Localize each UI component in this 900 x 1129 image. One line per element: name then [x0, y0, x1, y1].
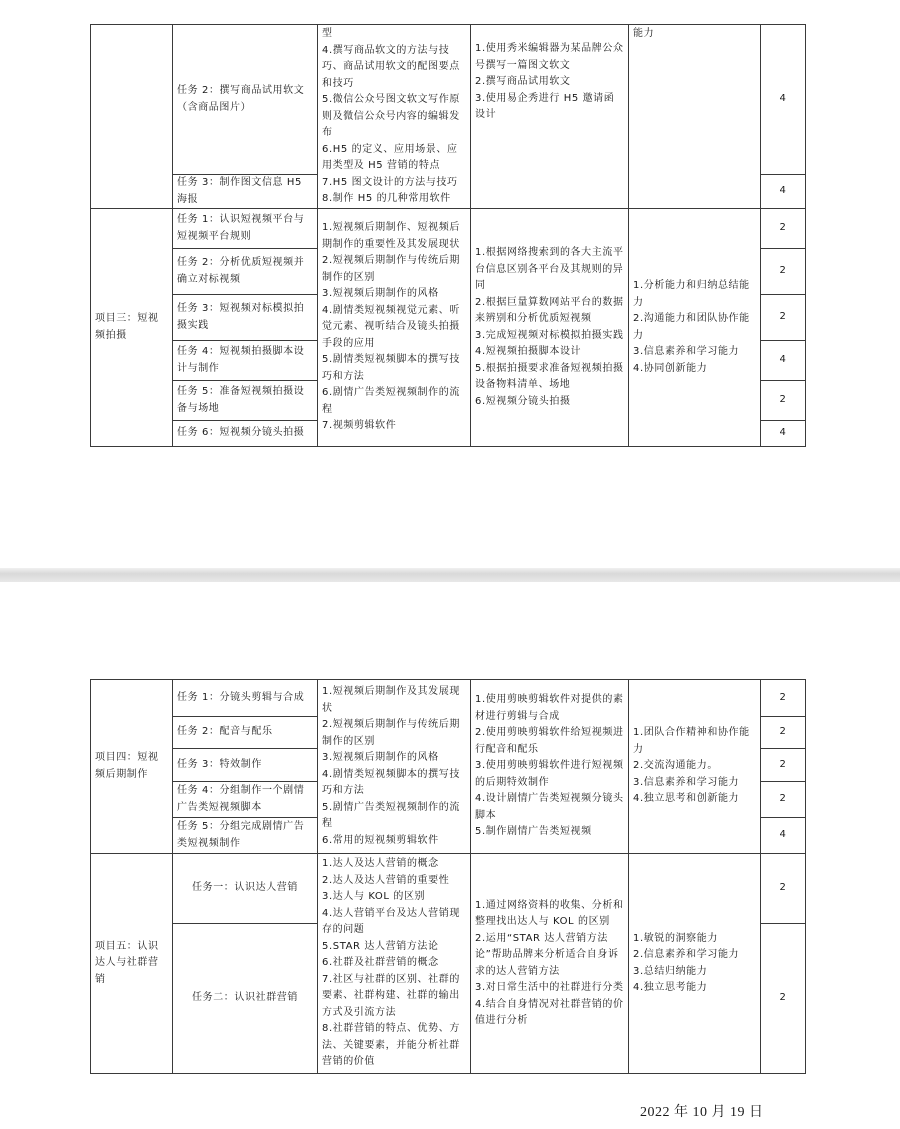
skills-cell — [471, 680, 629, 854]
skill-item: 6.短视频分镜头拍摄 — [475, 395, 571, 407]
task-cell: 任务 2：撰写商品试用软文（含商品图片） — [173, 25, 318, 175]
ability-cell — [629, 25, 761, 209]
knowledge-item: 3.达人与 KOL 的区别 — [322, 891, 426, 903]
task-cell: 任务 1：认识短视频平台与短视频平台规则 — [173, 209, 318, 249]
hours-cell: 2 — [761, 209, 806, 249]
project-cell: 项目五：认识达人与社群营销 — [91, 854, 173, 1074]
table-row — [91, 680, 806, 717]
skill-item: 2.撰写商品试用软文 — [475, 76, 571, 87]
ability-item: 4.协同创新能力 — [633, 362, 708, 374]
ability-item: 1.分析能力和归纳总结能力 — [633, 280, 750, 308]
task-cell: 任务二：认识社群营销 — [173, 924, 318, 1074]
knowledge-cell — [318, 25, 471, 209]
hours-cell: 2 — [761, 249, 806, 295]
skill-item: 1.使用秀米编辑器为某品牌公众号撰写一篇图文软文 — [475, 43, 624, 71]
task-cell: 任务 3：制作图文信息 H5 海报 — [173, 175, 318, 209]
skill-item: 2.根据巨量算数网站平台的数据来辨别和分析优质短视频 — [475, 296, 624, 324]
ability-item: 2.交流沟通能力。 — [633, 760, 718, 772]
hours-cell: 4 — [761, 175, 806, 209]
knowledge-item: 5.剧情类短视频脚本的撰写技巧和方法 — [322, 354, 460, 382]
document-page-2 — [0, 582, 900, 1129]
ability-item: 2.信息素养和学习能力 — [633, 949, 740, 960]
knowledge-item: 5.STAR 达人营销方法论 — [322, 940, 439, 952]
knowledge-item: 7.H5 图文设计的方法与技巧 — [322, 176, 458, 188]
project-cell: 项目四：短视频后期制作 — [91, 680, 173, 854]
hours-cell: 2 — [761, 782, 806, 818]
knowledge-item: 5.微信公众号图文软文写作原则及微信公众号内容的编辑发布 — [322, 94, 460, 138]
table-row — [91, 209, 806, 249]
ability-item: 能力 — [633, 28, 655, 39]
skill-item: 1.使用剪映剪辑软件对提供的素材进行剪辑与合成 — [475, 694, 624, 722]
task-cell: 任务 4：短视频拍摄脚本设计与制作 — [173, 341, 318, 381]
knowledge-item: 2.达人及达人营销的重要性 — [322, 874, 450, 886]
hours-cell: 2 — [761, 749, 806, 782]
ability-cell — [629, 209, 761, 447]
knowledge-item: 3.短视频后期制作的风格 — [322, 752, 439, 763]
skill-item: 3.对日常生活中的社群进行分类 — [475, 982, 624, 993]
task-cell: 任务 3：短视频对标模拟拍摄实践 — [173, 295, 318, 341]
knowledge-item: 4.剧情类短视频视觉元素、听觉元素、视听结合及镜头拍摄手段的应用 — [322, 304, 460, 349]
table-row — [91, 854, 806, 924]
knowledge-item: 7.社区与社群的区别、社群的要素、社群构建、社群的输出方式及引流方法 — [322, 973, 460, 1018]
task-cell: 任务 4：分组制作一个剧情广告类短视频脚本 — [173, 782, 318, 818]
knowledge-item: 1.短视频后期制作、短视频后期制作的重要性及其发展现状 — [322, 222, 460, 250]
ability-item: 1.敏锐的洞察能力 — [633, 932, 718, 944]
skill-item: 2.使用剪映剪辑软件给短视频进行配音和配乐 — [475, 727, 624, 755]
knowledge-item: 3.短视频后期制作的风格 — [322, 288, 439, 300]
skill-item: 2.运用“STAR 达人营销方法论”帮助品牌来分析适合自身诉求的达人营销方法 — [475, 932, 619, 977]
task-cell: 任务 3：特效制作 — [173, 749, 318, 782]
course-table-page-2 — [90, 679, 806, 1074]
task-cell: 任务 2：配音与配乐 — [173, 717, 318, 749]
knowledge-item: 6.剧情广告类短视频制作的流程 — [322, 387, 460, 415]
knowledge-item: 型 — [322, 28, 333, 39]
knowledge-item: 1.短视频后期制作及其发展现状 — [322, 686, 460, 714]
skill-item: 3.使用易企秀进行 H5 邀请函设计 — [475, 92, 615, 120]
skill-item: 3.完成短视频对标模拟拍摄实践 — [475, 329, 624, 341]
ability-cell — [629, 854, 761, 1074]
ability-item: 4.独立思考和创新能力 — [633, 793, 740, 805]
knowledge-cell — [318, 854, 471, 1074]
hours-cell: 4 — [761, 341, 806, 381]
ability-cell — [629, 680, 761, 854]
hours-cell: 2 — [761, 680, 806, 717]
knowledge-item: 1.达人及达人营销的概念 — [322, 858, 439, 870]
table-row — [91, 25, 806, 175]
ability-item: 3.信息素养和学习能力 — [633, 776, 740, 788]
skills-cell — [471, 209, 629, 447]
knowledge-item: 4.撰写商品软文的方法与技巧、商品试用软文的配图要点和技巧 — [322, 44, 460, 89]
task-cell: 任务一：认识达人营销 — [173, 854, 318, 924]
skills-cell — [471, 25, 629, 209]
task-cell: 任务 5：分组完成剧情广告类短视频制作 — [173, 818, 318, 854]
skill-item: 1.根据网络搜索到的各大主流平台信息区别各平台及其规则的异同 — [475, 247, 624, 291]
project-cell: 项目三：短视频拍摄 — [91, 209, 173, 447]
task-cell: 任务 2：分析优质短视频并确立对标视频 — [173, 249, 318, 295]
page-separator — [0, 568, 900, 582]
knowledge-item: 7.视频剪辑软件 — [322, 420, 397, 432]
hours-cell: 2 — [761, 854, 806, 924]
hours-cell: 2 — [761, 924, 806, 1074]
knowledge-cell — [318, 680, 471, 854]
hours-cell: 2 — [761, 295, 806, 341]
hours-cell: 4 — [761, 421, 806, 447]
knowledge-item: 6.H5 的定义、应用场景、应用类型及 H5 营销的特点 — [322, 143, 458, 171]
skill-item: 4.设计剧情广告类短视频分镜头脚本 — [475, 793, 624, 821]
hours-cell: 4 — [761, 818, 806, 854]
task-cell: 任务 5：准备短视频拍摄设备与场地 — [173, 381, 318, 421]
project-cell — [91, 25, 173, 209]
knowledge-item: 8.社群营销的特点、优势、方法、关键要素，并能分析社群营销的价值 — [322, 1023, 460, 1068]
knowledge-item: 6.社群及社群营销的概念 — [322, 957, 439, 969]
ability-item: 3.信息素养和学习能力 — [633, 346, 740, 357]
ability-item: 4.独立思考能力 — [633, 982, 708, 993]
hours-cell: 4 — [761, 25, 806, 175]
document-date: 2022 年 10 月 19 日 — [640, 1105, 764, 1120]
task-cell: 任务 6：短视频分镜头拍摄 — [173, 421, 318, 447]
skill-item: 5.根据拍摄要求准备短视频拍摄设备物料清单、场地 — [475, 362, 624, 390]
skill-item: 3.使用剪映剪辑软件进行短视频的后期特效制作 — [475, 760, 624, 788]
task-cell: 任务 1：分镜头剪辑与合成 — [173, 680, 318, 717]
knowledge-item: 5.剧情广告类短视频制作的流程 — [322, 801, 460, 829]
knowledge-item: 2.短视频后期制作与传统后期制作的区别 — [322, 719, 460, 747]
knowledge-item: 8.制作 H5 的几种常用软件 — [322, 193, 451, 204]
knowledge-item: 4.达人营销平台及达人营销现存的问题 — [322, 907, 460, 936]
knowledge-cell — [318, 209, 471, 447]
ability-item: 3.总结归纳能力 — [633, 965, 708, 977]
ability-item: 1.团队合作精神和协作能力 — [633, 727, 750, 755]
skill-item: 5.制作剧情广告类短视频 — [475, 826, 592, 838]
knowledge-item: 2.短视频后期制作与传统后期制作的区别 — [322, 255, 460, 283]
knowledge-item: 6.常用的短视频剪辑软件 — [322, 834, 439, 846]
skill-item: 4.结合自身情况对社群营销的价值进行分析 — [475, 998, 624, 1026]
ability-item: 2.沟通能力和团队协作能力 — [633, 313, 750, 341]
course-table-page-1 — [90, 24, 806, 447]
skill-item: 4.短视频拍摄脚本设计 — [475, 346, 582, 357]
knowledge-item: 4.剧情类短视频脚本的撰写技巧和方法 — [322, 768, 460, 796]
hours-cell: 2 — [761, 717, 806, 749]
hours-cell: 2 — [761, 381, 806, 421]
skills-cell — [471, 854, 629, 1074]
skill-item: 1.通过网络资料的收集、分析和整理找出达人与 KOL 的区别 — [475, 899, 624, 927]
